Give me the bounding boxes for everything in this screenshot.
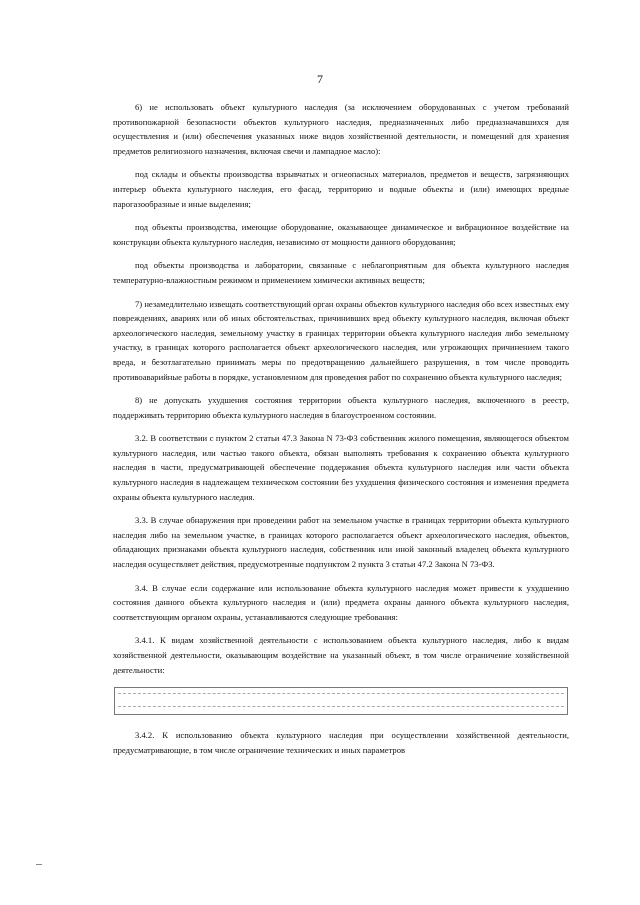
paragraph-warehouses: под склады и объекты производства взрывчатых и огнеопасных материалов, предметов и веществ, загрязняющих интерьер объекта культурного наследия, его фасад, территорию и водные объекты и (или) имеющих вредные парогазообразные и иные выделения; <box>113 169 569 209</box>
paragraph-laboratories: под объекты производства и лаборатории, связанные с неблагоприятным для объекта культурного наследия температурно-влажностным режимом и применением химически активных веществ; <box>113 260 569 285</box>
paragraph-3-4: 3.4. В случае если содержание или использование объекта культурного наследия может привести к ухудшению состояния данного объекта культурного наследия и (или) предмета охраны данного объекта культурного наследия, соответствующим органом охраны, устанавливаются следующие требования: <box>113 582 569 622</box>
paragraph-3-2: 3.2. В соответствии с пунктом 2 статьи 47.3 Закона N 73-ФЗ собственник жилого помещения, являющегося объектом культурного наследия, или частью такого объекта, обязан выполнять требования к сохранению объекта культурного наследия в части, предусматривающей обеспечение поддержания объекта культурного наследия или части объекта культурного наследия в надлежащем техническом состоянии без ухудшения физического состояния и изменения предмета охраны объекта культурного наследия. <box>113 433 569 502</box>
page-number: 7 <box>317 72 323 86</box>
document-body <box>113 100 569 757</box>
empty-table-row <box>118 693 564 707</box>
paragraph-3-4-2: 3.4.2. К использованию объекта культурного наследия при осуществлении хозяйственной деятельности, предусматривающие, в том числе ограничение технических и иных параметров <box>113 730 569 755</box>
empty-table-box <box>114 687 568 715</box>
paragraph-item-6: 6) не использовать объект культурного наследия (за исключением оборудованных с учетом требований противопожарной безопасности объектов культурного наследия, предназначенных либо предназначавшихся для осуществления и (или) обеспечения указанных ниже видов хозяйственной деятельности, и помещений для хранения предметов религиозного назначения, включая свечи и лампадное масло): <box>113 102 569 156</box>
paragraph-3-4-1: 3.4.1. К видам хозяйственной деятельности с использованием объекта культурного наследия, либо к видам хозяйственной деятельности, оказывающим воздействие на указанный объект, в том числе ограничение хозяйственной деятельности: <box>113 635 569 675</box>
paragraph-3-3: 3.3. В случае обнаружения при проведении работ на земельном участке в границах территории объекта культурного наследия либо на земельном участке, в границах которого располагается объект археологического наследия, объектов, обладающих признаками объекта культурного наследия, собственник или иной законный владелец объекта культурного наследия осуществляет действия, предусмотренные подпунктом 2 пункта 3 статьи 47.2 Закона N 73-ФЗ. <box>113 515 569 570</box>
paragraph-production-equipment: под объекты производства, имеющие оборудование, оказывающее динамическое и вибрационное воздействие на конструкции объекта культурного наследия, независимо от мощности данного оборудования; <box>113 222 569 247</box>
footer-mark <box>36 864 42 865</box>
paragraph-item-8: 8) не допускать ухудшения состояния территории объекта культурного наследия, включенного в реестр, поддерживать территорию объекта культурного наследия в благоустроенном состоянии. <box>113 395 569 420</box>
paragraph-item-7: 7) незамедлительно извещать соответствующий орган охраны объектов культурного наследия обо всех известных ему повреждениях, авариях или об иных обстоятельствах, причинивших вред объекту культурного наследия, включая объект археологического наследия, земельному участку в границах территории объекта культурного наследия либо земельному участку, в границах которого располагается объект археологического наследия, или угрожающих причинением такого вреда, и безотлагательно принимать меры по предотвращению дальнейшего разрушения, в том числе проводить противоаварийные работы в порядке, установленном для проведения работ по сохранению объекта культурного наследия; <box>113 298 569 382</box>
